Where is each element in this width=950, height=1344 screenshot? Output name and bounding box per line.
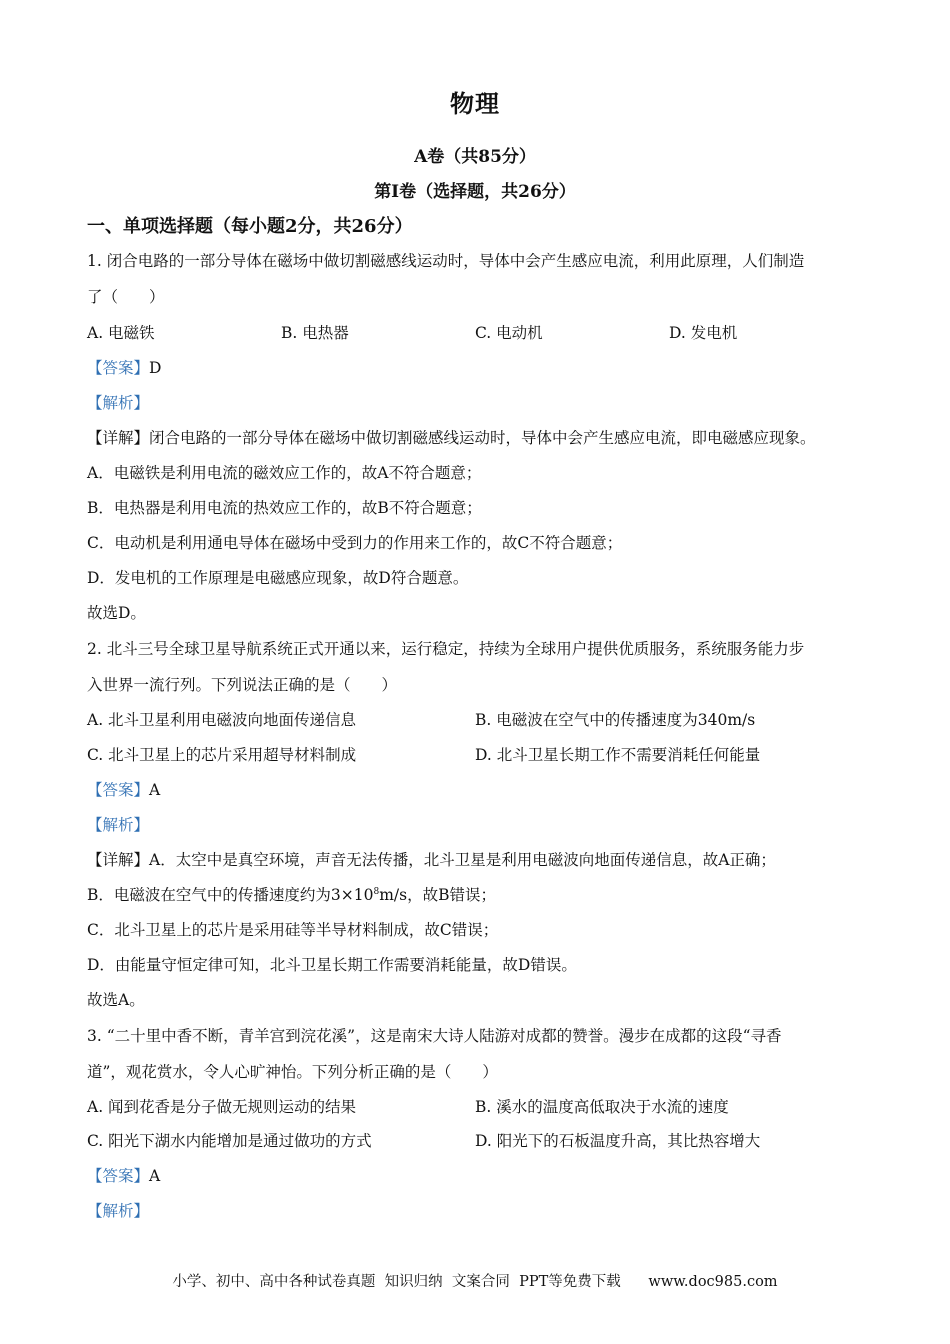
answer-value: A — [149, 1167, 161, 1185]
q1-line: 故选D。 — [87, 604, 146, 622]
q2-line-b-text: B．电磁波在空气中的传播速度约为3×10 — [87, 886, 374, 904]
q2-line-b — [87, 883, 496, 905]
detail-tag: 【详解】 — [87, 429, 150, 447]
answer-tag: 【答案】 — [87, 1167, 150, 1185]
answer-value: D — [149, 359, 162, 377]
page-footer: 小学、初中、高中各种试卷真题 知识归纳 文案合同 PPT等免费下载 www.doc985.com — [172, 1274, 778, 1290]
q1-analysis — [87, 391, 149, 413]
q1-option-d: D. 发电机 — [669, 324, 738, 342]
q1-line: C．电动机是利用通电导体在磁场中受到力的作用来工作的，故C不符合题意； — [87, 534, 623, 552]
q2-option-d: D. 北斗卫星长期工作不需要消耗任何能量 — [475, 746, 761, 764]
page-title: 物理 — [450, 89, 500, 118]
q3-option-c: C. 阳光下湖水内能增加是通过做功的方式 — [87, 1132, 372, 1150]
q1-line: D．发电机的工作原理是电磁感应现象，故D符合题意。 — [87, 569, 469, 587]
q1-stem-line1: 1. 闭合电路的一部分导体在磁场中做切割磁感线运动时，导体中会产生感应电流，利用此原理，人们制造 — [87, 252, 805, 270]
q3-stem-line1: 3. “二十里中香不断，青羊宫到浣花溪”，这是南宋大诗人陆游对成都的赞誉。漫步在成都的这段“寻香 — [87, 1027, 782, 1045]
q2-analysis — [87, 813, 149, 835]
detail-tag: 【详解】 — [87, 851, 150, 869]
q2-line: D．由能量守恒定律可知，北斗卫星长期工作需要消耗能量，故D错误。 — [87, 956, 577, 974]
q2-stem-line1: 2. 北斗三号全球卫星导航系统正式开通以来，运行稳定，持续为全球用户提供优质服务，系统服务能力步 — [87, 640, 805, 658]
q1-detail — [87, 426, 816, 448]
q2-answer — [87, 778, 160, 800]
q3-answer — [87, 1164, 160, 1186]
analysis-tag: 【解析】 — [87, 1202, 150, 1220]
q3-option-a: A. 闻到花香是分子做无规则运动的结果 — [87, 1098, 357, 1116]
answer-tag: 【答案】 — [87, 781, 150, 799]
q3-stem-line2: 道”，观花赏水，令人心旷神怡。下列分析正确的是（ ） — [87, 1063, 498, 1081]
q2-option-a: A. 北斗卫星利用电磁波向地面传递信息 — [87, 711, 357, 729]
exponent: 8 — [373, 887, 380, 897]
q2-option-c: C. 北斗卫星上的芯片采用超导材料制成 — [87, 746, 357, 764]
q2-option-b: B. 电磁波在空气中的传播速度为340m/s — [475, 711, 756, 729]
analysis-tag: 【解析】 — [87, 394, 150, 412]
q3-option-d: D. 阳光下的石板温度升高，其比热容增大 — [475, 1132, 761, 1150]
q1-line: A．电磁铁是利用电流的磁效应工作的，故A不符合题意； — [87, 464, 482, 482]
q2-line: C．北斗卫星上的芯片是采用硅等半导材料制成，故C错误； — [87, 921, 499, 939]
subtitle-a: A卷（共85分） — [414, 147, 536, 167]
q1-option-b: B. 电热器 — [281, 324, 349, 342]
q2-stem-line2: 入世界一流行列。下列说法正确的是（ ） — [87, 676, 398, 694]
q3-analysis — [87, 1199, 149, 1221]
detail-text: 闭合电路的一部分导体在磁场中做切割磁感线运动时，导体中会产生感应电流，即电磁感应现象。 — [149, 429, 816, 447]
q1-stem-line2: 了（ ） — [87, 288, 165, 306]
q1-line: B．电热器是利用电流的热效应工作的，故B不符合题意； — [87, 499, 482, 517]
answer-tag: 【答案】 — [87, 359, 150, 377]
q1-answer — [87, 356, 161, 378]
q2-line-b-text2: m/s，故B错误； — [379, 886, 496, 904]
detail-text: A．太空中是真空环境，声音无法传播，北斗卫星是利用电磁波向地面传递信息，故A正确； — [149, 851, 776, 869]
subtitle-b: 第Ⅰ卷（选择题，共26分） — [374, 182, 576, 202]
q2-line: 故选A。 — [87, 991, 145, 1009]
section-heading: 一、单项选择题（每小题2分，共26分） — [87, 216, 413, 237]
q1-option-c: C. 电动机 — [475, 324, 543, 342]
q2-detail — [87, 848, 776, 870]
analysis-tag: 【解析】 — [87, 816, 150, 834]
q3-option-b: B. 溪水的温度高低取决于水流的速度 — [475, 1098, 729, 1116]
q1-option-a: A. 电磁铁 — [87, 324, 155, 342]
answer-value: A — [149, 781, 161, 799]
